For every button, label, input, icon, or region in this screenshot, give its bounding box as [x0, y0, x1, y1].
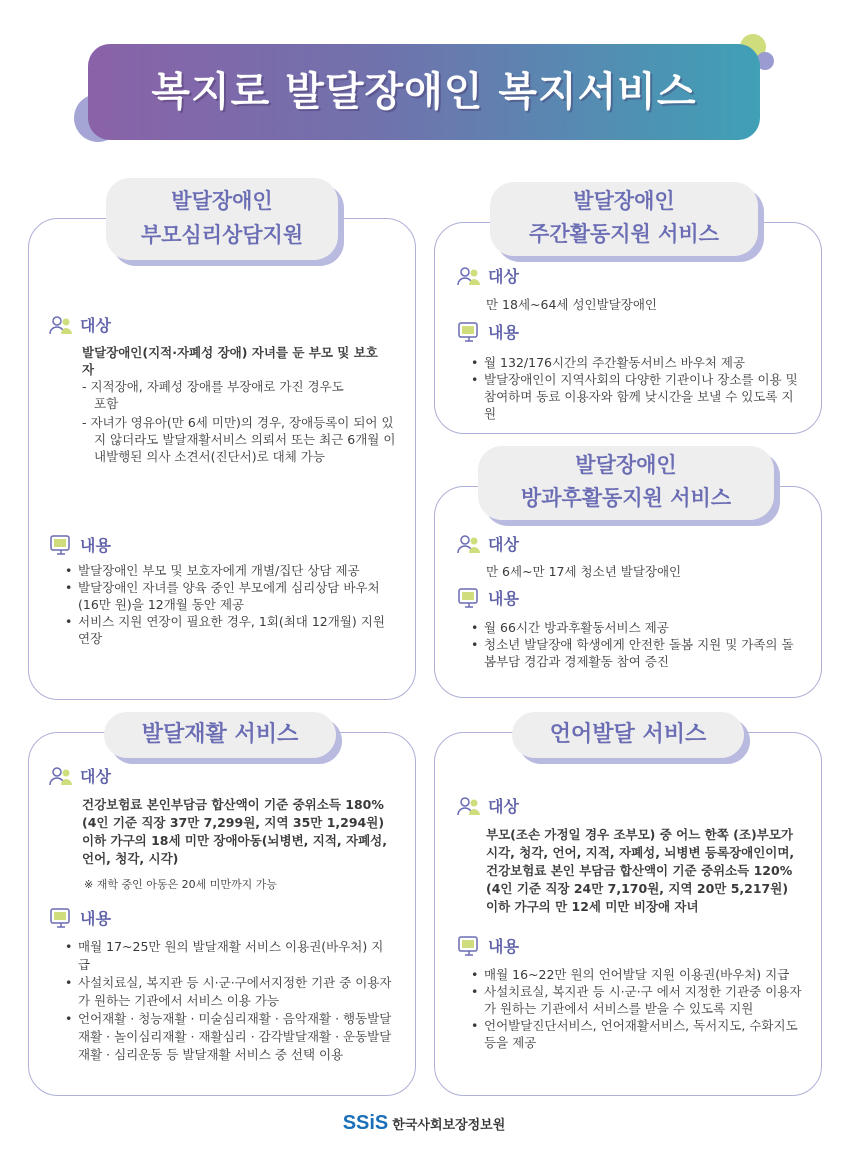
target-text: 발달장애인(지적·자폐성 장애) 자녀를 둔 부모 및 보호자: [82, 345, 378, 377]
content-label: 내용: [488, 589, 519, 608]
list-item: • 발달장애인 자녀를 양육 중인 부모에게 심리상담 바우처(16만 원)을 12개월 동안 제공: [62, 579, 396, 613]
footer: [0, 1112, 848, 1135]
card-title-line: 발달장애인: [573, 189, 675, 213]
card-title-pill: [478, 446, 774, 520]
list-item: • 사설치료실, 복지관 등 시·군·구 에서 지정한 기관중 이용자가 원하는 기관에서 서비스를 받을 수 있도록 지원: [468, 983, 802, 1017]
card-title-line: 주간활동지원 서비스: [529, 222, 719, 246]
card-title-line: 발달재활 서비스: [141, 722, 299, 747]
card-title-line: 언어발달 서비스: [549, 722, 707, 747]
card-title-pill: [104, 712, 336, 758]
list-item: • 발달장애인이 지역사회의 다양한 기관이나 장소를 이용 및 참여하며 동료 이용자와 함께 낮시간을 보낼 수 있도록 지원: [468, 371, 804, 422]
target-label: 대상: [80, 316, 111, 335]
card-title-pill: [490, 182, 758, 256]
list-item: • 언어재활 · 청능재활 · 미술심리재활 · 음악재활 · 행동발달재활 · 놀이심리재활 · 재활심리 · 감각발달재활 · 운동발달재활 · 심리운동 등 발달재활 서비스 중 선택 이용: [62, 1010, 394, 1064]
target-text: 만 6세~만 17세 청소년 발달장애인: [486, 564, 682, 579]
target-label: 대상: [80, 767, 111, 786]
content-heading: [48, 533, 111, 556]
card-title-pill: [512, 712, 744, 758]
monitor-icon: [456, 587, 482, 609]
list-item: • 매월 17~25만 원의 발달재활 서비스 이용권(바우처) 지급: [62, 938, 394, 974]
content-list: [62, 562, 396, 647]
card-title-line: 부모심리상담지원: [140, 223, 304, 247]
target-label: 대상: [488, 797, 519, 816]
people-icon: [456, 265, 482, 287]
target-text: 만 18세~64세 성인발달장애인: [486, 297, 657, 312]
target-heading: [456, 532, 519, 555]
target-heading: [456, 794, 519, 817]
card-title-line: 발달장애인: [171, 189, 273, 213]
content-list: [62, 938, 394, 1064]
list-item: • 서비스 지원 연장이 필요한 경우, 1회(최대 12개월) 지원 연장: [62, 613, 396, 647]
list-item: • 청소년 발달장애 학생에게 안전한 돌봄 지원 및 가족의 돌봄부담 경감과 경제활동 참여 증진: [468, 636, 804, 670]
content-heading: [456, 320, 519, 343]
content-label: 내용: [80, 536, 111, 555]
target-label: 대상: [488, 535, 519, 554]
target-subtext: - 지적장애, 자폐성 장애를 부장애로 가진 경우도 포함: [82, 379, 344, 411]
ssis-logo-mark: SSiS: [342, 1112, 389, 1134]
content-label: 내용: [488, 323, 519, 342]
content-heading: [456, 586, 519, 609]
list-item: • 월 66시간 방과후활동서비스 제공: [468, 619, 804, 636]
target-heading: [48, 764, 111, 787]
target-heading: [456, 264, 519, 287]
monitor-icon: [48, 907, 74, 929]
list-item: • 월 132/176시간의 주간활동서비스 바우처 제공: [468, 354, 804, 371]
target-label: 대상: [488, 267, 519, 286]
people-icon: [456, 533, 482, 555]
people-icon: [456, 795, 482, 817]
content-heading: [456, 934, 519, 957]
list-item: • 매월 16~22만 원의 언어발달 지원 이용권(바우처) 지급: [468, 966, 802, 983]
content-label: 내용: [488, 937, 519, 956]
content-list: [468, 354, 804, 422]
target-text: 부모(조손 가정일 경우 조부모) 중 어느 한쪽 (조)부모가 시각, 청각, 언어, 지적, 자폐성, 뇌병변 등록장애인이며, 건강보험료 본인 부담금 합산액이 기준 중위소득 120%(4인 기준 직장 24만 7,170원, 지역 20만 5,217원) 이하 가구의 만 12세 미만 비장애 자녀: [486, 827, 795, 914]
people-icon: [48, 314, 74, 336]
content-heading: [48, 906, 111, 929]
card-title-line: 방과후활동지원 서비스: [520, 486, 732, 510]
people-icon: [48, 765, 74, 787]
org-logo: [343, 1112, 506, 1135]
target-heading: [48, 313, 111, 336]
monitor-icon: [456, 935, 482, 957]
org-name: 한국사회보장정보원: [392, 1118, 506, 1133]
card-title-pill: [106, 178, 338, 260]
content-label: 내용: [80, 909, 111, 928]
list-item: • 사설치료실, 복지관 등 시·군·구에서지정한 기관 중 이용자가 원하는 기관에서 서비스 이용 가능: [62, 974, 394, 1010]
target-text: 건강보험료 본인부담금 합산액이 기준 중위소득 180%(4인 기준 직장 37만 7,299원, 지역 35만 1,294원) 이하 가구의 18세 미만 장애아동(뇌병변, 지적, 자폐성, 언어, 청각, 시각): [82, 797, 387, 866]
card-title-line: 발달장애인: [575, 453, 677, 477]
content-list: [468, 619, 804, 670]
list-item: • 발달장애인 부모 및 보호자에게 개별/집단 상담 제공: [62, 562, 396, 579]
target-note: ※ 재학 중인 아동은 20세 미만까지 가능: [84, 878, 277, 891]
content-list: [468, 966, 802, 1051]
list-item: • 언어발달진단서비스, 언어재활서비스, 독서지도, 수화지도 등을 제공: [468, 1017, 802, 1051]
monitor-icon: [456, 321, 482, 343]
page-title: 복지로 발달장애인 복지서비스: [151, 69, 697, 115]
target-subtext: - 자녀가 영유아(만 6세 미만)의 경우, 장애등록이 되어 있지 않더라도 발달재활서비스 의뢰서 또는 최근 6개월 이내발행된 의사 소견서(진단서)로 대체 가능: [82, 415, 396, 464]
monitor-icon: [48, 534, 74, 556]
